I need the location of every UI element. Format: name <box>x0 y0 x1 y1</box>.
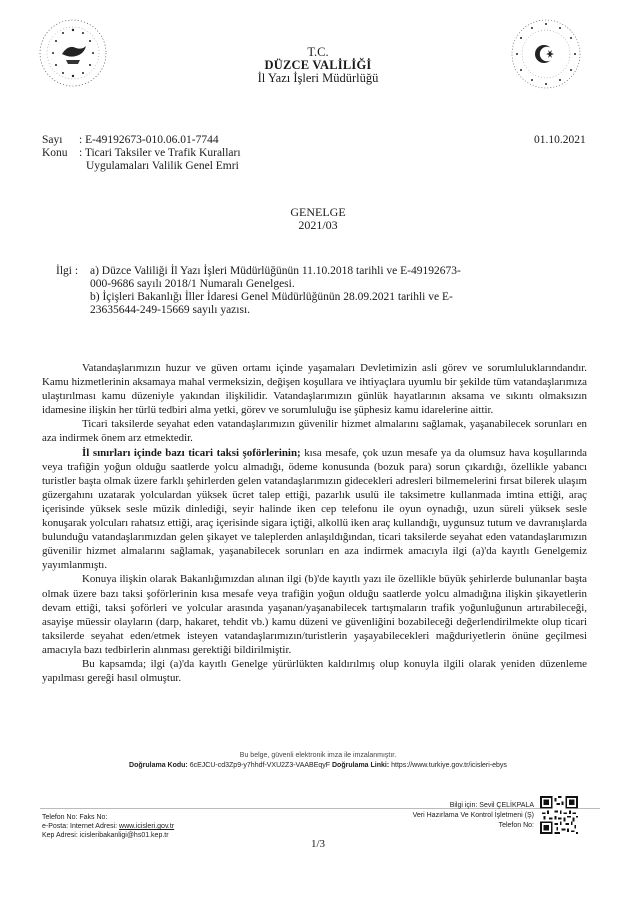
contact-phone: Telefon No: <box>498 822 534 829</box>
ilgi-a-line2: 000-9686 sayılı 2018/1 Numaralı Genelgesi. <box>90 278 295 290</box>
header-governorship: DÜZCE VALİLİĞİ <box>264 58 372 72</box>
verification-code: 6cEJCU-cd3Zp9-y7hhdf-VXU2Z3-VAABEqyF <box>189 762 331 769</box>
paragraph-4: Konuya ilişkin olarak Bakanlığımızdan alınan ilgi (b)'de kayıtlı yazı ile özellikle büyük şehirlerde bulunanlar başta olmak üzere bazı taksi şoförlerinin kısa mesafe veya trafiğin yoğun olduğu saatlerde yolcu almadığına ilişkin şikayetlerin devam ettiği, taksi şoförleri ve yolcular arasında yaşanan/yaşanabilecek tartışmaların trafik yoğunluğunun artırabileceği, asayişe müessir olayların (darp, hakaret, tehdit vb.) kamu düzeni ve güvenliğini bozabileceği değerlendirilmekte olup ticari taksilerde seyahat eden/etmek isteyen vatandaşlarımızın/turistlerin yaşayabilecekleri mağduriyetlerin önüne geçilmesi amacıyla bazı tedbirlerin alınması gerektiği bildirilmiştir. <box>42 573 587 656</box>
paragraph-3 <box>42 446 587 573</box>
footer-email-web <box>42 823 174 832</box>
paragraph-1: Vatandaşlarımızın huzur ve güven ortamı içinde yaşamaları Devletimizin asli görev ve sorumluluklarındandır. Kamu hizmetlerinin aksamaya mahal vermeksizin, değişen koşullara ve ihtiyaçlara uyumlu bir şekilde tüm vatandaşlarımıza ulaştırılması kamu düzeniyle yakından ilişkilidir. Vatandaşlarımızın günlük hayatlarının aksama ve sıkıntı olmaksızın idamesine ilişkin her türlü tedbiri alma yetki, görev ve sorumluluğu ise şüphesiz kamu idarelerine aittir. <box>42 362 587 417</box>
circular-number: 2021/03 <box>298 218 338 232</box>
body-text <box>42 361 587 685</box>
verification-link-label: Doğrulama Linki: <box>332 762 390 769</box>
document-type: GENELGE <box>290 205 346 219</box>
ilgi-b-line1: b) İçişleri Bakanlığı İller İdaresi Genel Müdürlüğünün 28.09.2021 tarihli ve E- <box>90 291 453 303</box>
ilgi-label: İlgi : <box>56 265 79 277</box>
sayi-label: Sayı <box>42 134 63 146</box>
qr-code[interactable] <box>540 796 578 834</box>
header-tc: T.C. <box>307 45 329 59</box>
verification-code-label: Doğrulama Kodu: <box>129 762 188 769</box>
paragraph-3-rest: kısa mesafe, çok uzun mesafe ya da olumsuz hava koşullarında veya trafiğin yoğun olduğu saatlerde yolcu almadığı, ödeme konusunda (bozuk para) sorun çıkardığı, özellikle yabancı turistler başta olmak üzere farklı şehirlerden gelen vatandaşlarımızın gidecekleri adresleri bilmemelerini fırsat bilerek ulaşım güzergahını uzatarak yolculardan yüksek ücret talep ettiği, pazarlık usulü ile taksimetre kullanmada imtina ettiği, araç içerisinde yüksek sesle müzik dinlediği, seyir halinde iken cep telefonu ile oyun oynadığı, uzun süreli yüksek sesle konuşarak yolcuları rahatsız ettiği, araç içerisinde sigara içtiği, alkollü iken araç kullandığı, uygunsuz tutum ve davranışlarda bulunduğu vatandaşlarımızdan gelen şikayet ve taleplerden anlaşıldığından, ticari taksilerde seyahat eden vatandaşlarımızın güvenilir hizmet almalarını sağlamak, yaşanabilecek sorunları en aza indirmek amacıyla ilgi (a)'da kayıtlı Genelgemiz yayımlanmıştı. <box>42 446 587 572</box>
konu-value-line2: Uygulamaları Valilik Genel Emri <box>86 160 239 172</box>
verification-line <box>0 762 636 771</box>
konu-label: Konu <box>42 147 68 159</box>
footer-web-link[interactable]: www.icisleri.gov.tr <box>119 823 175 830</box>
sayi-value: : E-49192673-010.06.01-7744 <box>79 134 219 146</box>
paragraph-3-bold: İl sınırları içinde bazı ticari taksi şoförlerinin; <box>82 446 301 459</box>
contact-title: Veri Hazırlama Ve Kontrol İşletmeni (Ş) <box>412 812 534 819</box>
page-number: 1/3 <box>310 838 326 850</box>
verification-link[interactable]: https://www.turkiye.gov.tr/icisleri-ebys <box>391 762 507 769</box>
footer-phone-fax: Telefon No: Faks No: <box>42 814 108 821</box>
ilgi-b-line2: 23635644-249-15669 sayılı yazısı. <box>90 304 251 316</box>
esign-note: Bu belge, güvenli elektronik imza ile imzalanmıştır. <box>239 752 397 759</box>
konu-value-line1: : Ticari Taksiler ve Trafik Kuralları <box>79 147 241 159</box>
paragraph-2: Ticari taksilerde seyahat eden vatandaşlarımızın güvenilir hizmet almalarını sağlamak, yaşanabilecek sorunları en aza indirmek önem arz etmektedir. <box>42 418 587 445</box>
footer-kep: Kep Adresi: icisleribakanligi@hs01.kep.tr <box>42 832 169 839</box>
footer-email-label: e-Posta: Internet Adresi: <box>42 823 120 830</box>
paragraph-5: Bu kapsamda; ilgi (a)'da kayıtlı Genelge yürürlükten kaldırılmış olup konuyla ilgili olarak yeniden düzenleme yapılması gereği hasıl olmuştur. <box>42 657 587 685</box>
document-date: 01.10.2021 <box>534 134 586 146</box>
ilgi-a-line1: a) Düzce Valiliği İl Yazı İşleri Müdürlüğünün 11.10.2018 tarihli ve E-49192673- <box>90 265 461 277</box>
contact-person: Bilgi için: Sevil ÇELİKPALA <box>449 802 534 809</box>
header-department: İl Yazı İşleri Müdürlüğü <box>257 71 379 85</box>
